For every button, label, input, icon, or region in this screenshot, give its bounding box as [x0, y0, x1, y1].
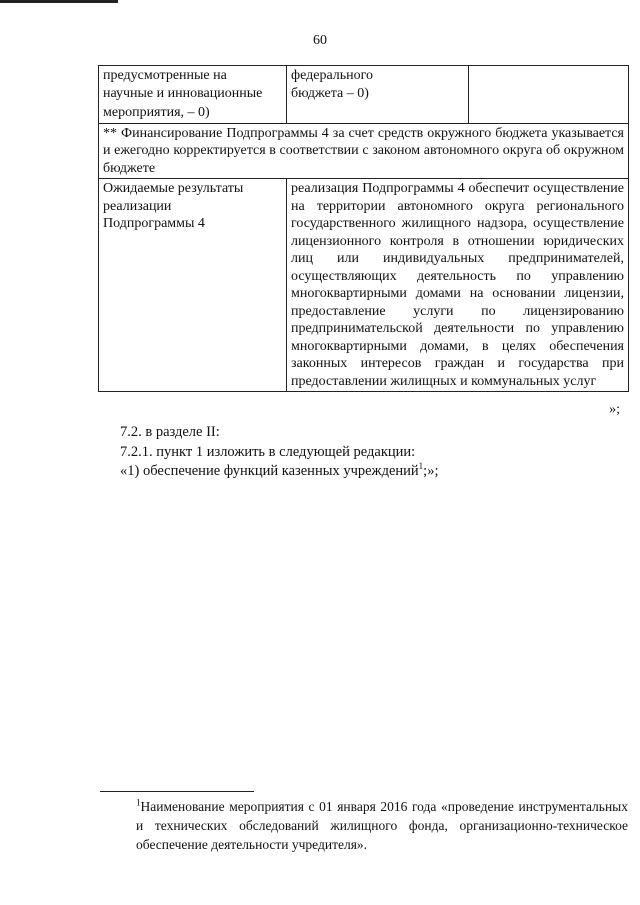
footnote-marker: 1 — [136, 797, 141, 808]
cell-line: научные и инновационные — [103, 85, 263, 101]
footnote — [100, 797, 628, 854]
cell-line: предусмотренные на — [103, 68, 227, 83]
cell-line: реализации — [103, 198, 172, 214]
paragraph: 7.2. в разделе II: — [120, 424, 220, 440]
footnote-separator — [100, 791, 254, 792]
table-cell — [469, 66, 629, 124]
table-row — [99, 123, 629, 179]
results-text-cell: реализация Подпрограммы 4 обеспечит осуществление на территории автономного округа регионального государственного жилищного надзора, осуществление лицензионного контроля в отношении юридических лиц или индивидуальных предпринимателей, осуществляющих деятельность по управлению многоквартирными домами на основании лицензии, предоставление услуги по лицензированию предпринимательской деятельности по управлению многоквартирными домами, в целях обеспечения законных интересов граждан и государства при предоставлении жилищных и коммунальных услуг — [287, 179, 629, 392]
paragraph: 7.2.1. пункт 1 изложить в следующей редакции: — [120, 443, 416, 460]
paragraph-text: «1) обеспечение функций казенных учреждений — [120, 463, 419, 479]
cell-line: Ожидаемые результаты — [103, 181, 244, 196]
footnote-body — [100, 797, 628, 854]
program-table — [98, 65, 629, 392]
table-cell — [99, 66, 287, 104]
paragraph-text: ;»; — [423, 463, 439, 479]
paragraph — [120, 462, 438, 482]
body-text — [120, 423, 438, 482]
cell-line: бюджета – 0) — [291, 85, 369, 101]
table-row — [99, 66, 629, 104]
table-cell: мероприятия, – 0) — [99, 103, 287, 123]
footnote-reference: 1 — [418, 461, 424, 472]
table-row — [99, 179, 629, 392]
cell-line: федерального — [291, 68, 374, 83]
funding-note: ** Финансирование Подпрограммы 4 за счет средств окружного бюджета указывается и ежегодно корректируется в соответствии с законом автономного округа об окружном бюджете — [99, 123, 629, 179]
table-cell — [287, 66, 469, 124]
page-number: 60 — [313, 33, 327, 48]
closing-quote: »; — [609, 402, 620, 417]
results-label-cell — [99, 179, 287, 392]
footnote-text: Наименование мероприятия с 01 января 2016 года «проведение инструментальных и технических обследований жилищного фонда, организационно-техническое обеспечение деятельности учредителя». — [136, 799, 628, 852]
cell-line: Подпрограммы 4 — [103, 216, 205, 231]
header-rule — [0, 0, 118, 3]
